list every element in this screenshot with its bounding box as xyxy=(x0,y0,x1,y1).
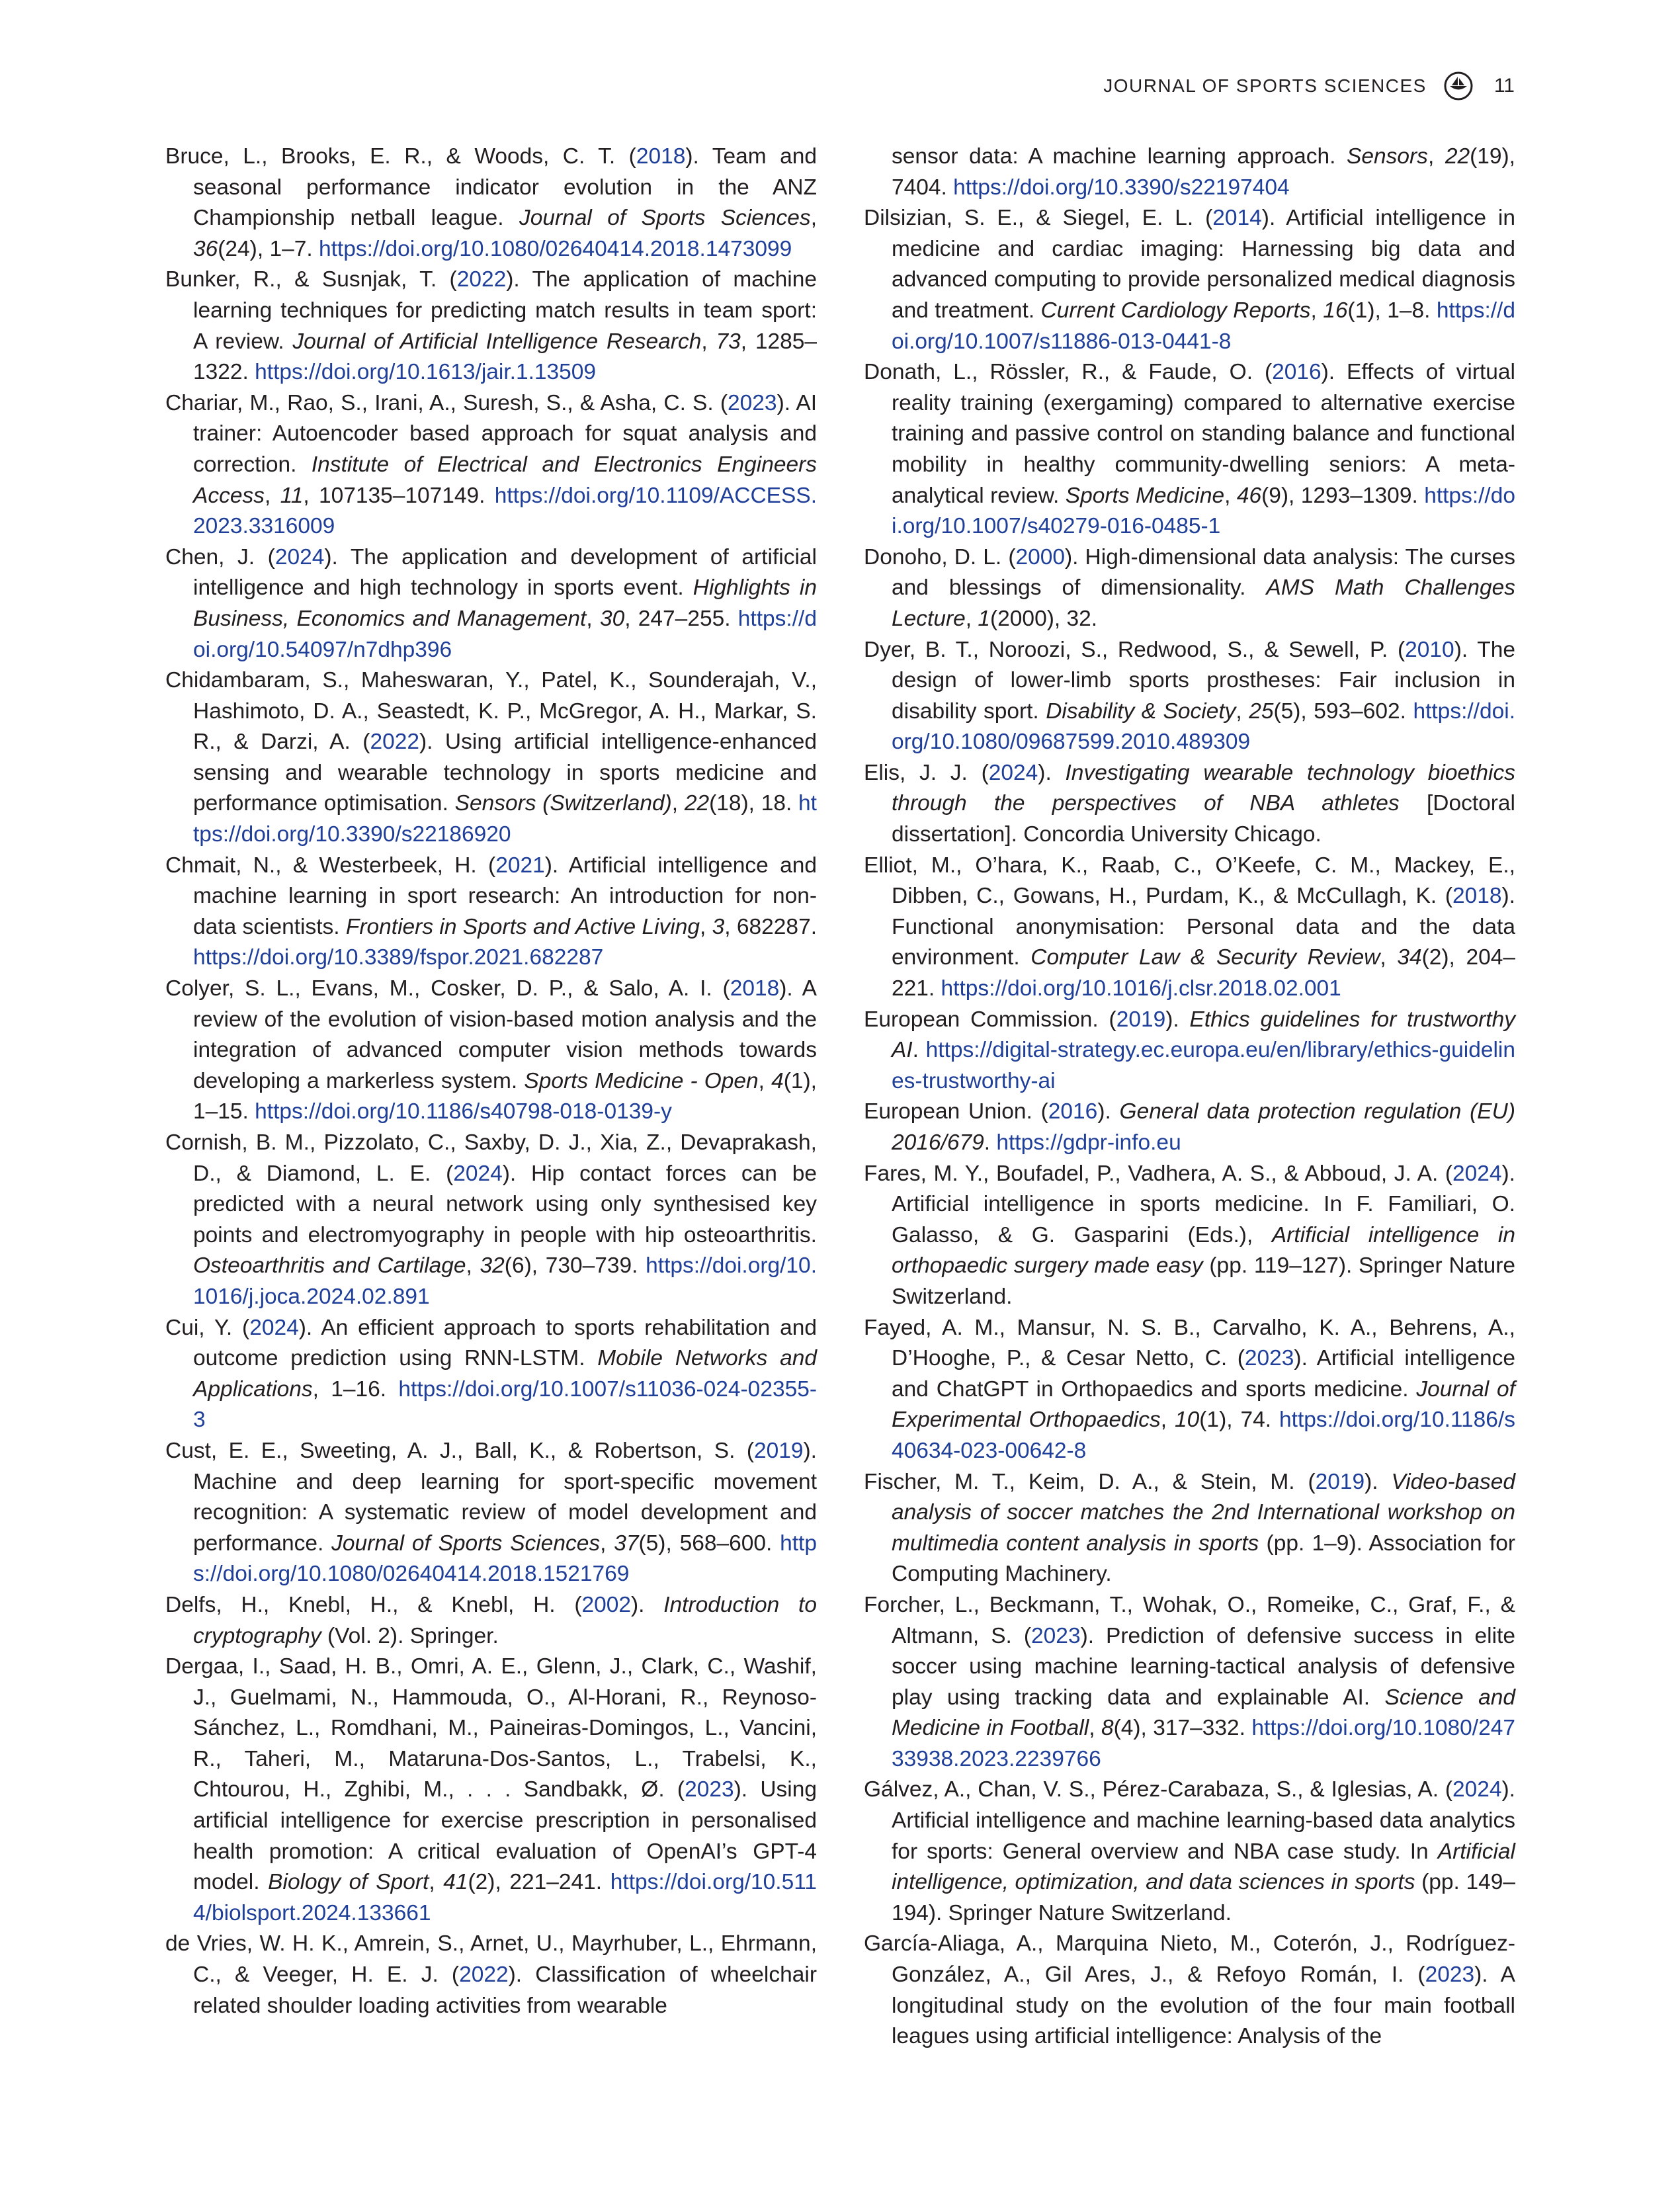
reference-source: Mobile Networks and Applications xyxy=(193,1346,817,1402)
reference-volume: 16 xyxy=(1323,298,1348,323)
reference-title: ). Effects of virtual reality training (exergaming) compared to alternative exercise training and passive control on standing balance and functional mobility in healthy community-dwelling seniors: A meta-analytical review. xyxy=(892,360,1515,508)
reference-pages: . xyxy=(912,1038,926,1063)
reference-authors: Cornish, B. M., Pizzolato, C., Saxby, D. J., Xia, Z., Devaprakash, D., & Diamond, L. E. ( xyxy=(165,1130,817,1186)
reference-year-link[interactable]: 2024 xyxy=(274,544,325,569)
references-left-column xyxy=(165,142,817,2021)
reference-source: Artificial intelligence in orthopaedic surgery made easy xyxy=(892,1222,1515,1279)
reference-title: ). Functional anonymisation: Personal data and the data environment. xyxy=(892,884,1515,970)
reference-volume: 36 xyxy=(193,236,218,261)
reference-year-link[interactable]: 2023 xyxy=(1425,1962,1475,1988)
reference-authors: Dergaa, I., Saad, H. B., Omri, A. E., Glenn, J., Clark, C., Washif, J., Guelmami, N., Hammouda, O., Al-Horani, R., Reynoso-Sánchez, L., Romdhani, M., Paineiras-Domingos, L., Vancini, R., Taheri, M., Mataruna-Dos-Santos, L., Trabelsi, K., Chtourou, H., Zghibi, M., . . . Sandbakk, Ø. ( xyxy=(165,1654,817,1802)
reference-entry xyxy=(165,265,817,388)
reference-separator: , xyxy=(965,606,978,631)
reference-volume: 25 xyxy=(1249,698,1274,724)
reference-pages: (19), 7404. xyxy=(892,144,1515,200)
reference-pages: (1), 1–15. xyxy=(193,1068,817,1124)
reference-title: ). Artificial intelligence in sports medicine. In F. Familiari, O. Galasso, & G. Gasparini (Eds.), xyxy=(892,1161,1515,1247)
reference-authors: Chidambaram, S., Maheswaran, Y., Patel, K., Sounderajah, V., Hashimoto, D. A., Seastedt, K. P., McGregor, A. H., Markar, S. R., & Darzi, A. ( xyxy=(165,668,817,755)
reference-source: Sports Medicine - Open xyxy=(524,1068,759,1093)
reference-entry xyxy=(864,203,1515,357)
running-header xyxy=(1103,69,1515,103)
reference-entry xyxy=(864,758,1515,851)
reference-year-link[interactable]: 2024 xyxy=(1452,1161,1502,1186)
reference-year-link[interactable]: 2024 xyxy=(1452,1777,1502,1802)
reference-entry xyxy=(864,1313,1515,1467)
reference-doi-link[interactable]: https://doi.org/10.1109/ACCESS.2023.3316009 xyxy=(193,483,818,539)
reference-source: Institute of Electrical and Electronics Engineers Access xyxy=(193,452,817,508)
reference-entry xyxy=(864,1467,1515,1590)
reference-volume: 30 xyxy=(599,606,625,631)
tandf-boat-logo-icon xyxy=(1444,71,1473,101)
reference-pages: (2000), 32. xyxy=(990,606,1098,631)
reference-separator: , xyxy=(600,1531,614,1556)
reference-title: ). Artificial intelligence and machine learning-based data analytics for sports: General overview and NBA case study. In xyxy=(892,1777,1515,1864)
reference-source: Sensors xyxy=(1347,144,1428,169)
reference-separator: , xyxy=(466,1253,480,1279)
reference-pages: (18), 18. xyxy=(709,791,799,816)
journal-title: JOURNAL OF SPORTS SCIENCES xyxy=(1103,75,1427,96)
reference-entry xyxy=(864,542,1515,635)
reference-doi-link[interactable]: https://doi.org/10.1080/24733938.2023.2239766 xyxy=(892,1716,1516,1771)
reference-authors: Cust, E. E., Sweeting, A. J., Ball, K., & Robertson, S. ( xyxy=(165,1438,754,1463)
reference-pages: , 247–255. xyxy=(624,606,738,631)
reference-volume: 37 xyxy=(614,1531,639,1556)
reference-authors: Elis, J. J. ( xyxy=(864,760,989,785)
reference-separator: , xyxy=(1427,144,1445,169)
reference-source: Osteoarthritis and Cartilage xyxy=(193,1253,466,1279)
reference-doi-link[interactable]: https://doi.org/10.1186/s40634-023-00642-8 xyxy=(892,1408,1515,1463)
reference-year-link[interactable]: 2022 xyxy=(370,730,419,755)
reference-entry xyxy=(165,974,817,1128)
reference-authors: Chariar, M., Rao, S., Irani, A., Suresh, S., & Asha, C. S. ( xyxy=(165,390,728,415)
reference-year-link[interactable]: 2019 xyxy=(754,1438,804,1463)
reference-authors: Colyer, S. L., Evans, M., Cosker, D. P., & Salo, A. I. ( xyxy=(165,976,730,1001)
reference-source: Frontiers in Sports and Active Living xyxy=(345,914,700,939)
reference-year-link[interactable]: 2023 xyxy=(1031,1623,1081,1648)
reference-volume: 3 xyxy=(712,914,725,939)
reference-authors: Cui, Y. ( xyxy=(165,1315,250,1340)
reference-title: ). xyxy=(631,1592,664,1617)
reference-volume: 11 xyxy=(280,483,304,508)
reference-year-link[interactable]: 2019 xyxy=(1315,1469,1365,1494)
reference-volume: 41 xyxy=(443,1870,468,1895)
reference-title: ). The application and development of artificial intelligence and high technology in sports event. xyxy=(193,544,817,601)
reference-separator: , xyxy=(1380,945,1398,970)
reference-year-link[interactable]: 2023 xyxy=(1244,1346,1294,1371)
reference-title: ). Classification of wheelchair related shoulder loading activities from wearable xyxy=(193,1962,817,2018)
reference-title: ). Machine and deep learning for sport-specific movement recognition: A systematic review of model development and performance. xyxy=(193,1438,817,1556)
reference-title: ). xyxy=(1097,1099,1120,1124)
reference-year-link[interactable]: 2014 xyxy=(1212,206,1262,231)
reference-authors: Gálvez, A., Chan, V. S., Pérez-Carabaza, S., & Iglesias, A. ( xyxy=(864,1777,1452,1802)
reference-source: Journal of Sports Sciences xyxy=(331,1531,601,1556)
reference-authors: de Vries, W. H. K., Amrein, S., Arnet, U., Mayrhuber, L., Ehrmann, C., & Veeger, H. E. J. ( xyxy=(165,1931,817,1988)
reference-title: ). The application of machine learning techniques for predicting match results in team sport: A review. xyxy=(193,267,818,354)
reference-separator: , xyxy=(671,791,685,816)
reference-doi-link[interactable]: https://doi.org/10.1080/02640414.2018.1473099 xyxy=(318,236,792,261)
reference-doi-link[interactable]: https://doi.org/10.54097/n7dhp396 xyxy=(193,606,817,662)
reference-entry xyxy=(864,1775,1515,1929)
reference-year-link[interactable]: 2000 xyxy=(1015,544,1066,569)
reference-doi-link[interactable]: https://doi.org/10.1007/s11036-024-02355-3 xyxy=(193,1376,817,1433)
reference-year-link[interactable]: 2023 xyxy=(685,1777,734,1802)
reference-authors: Donath, L., Rössler, R., & Faude, O. ( xyxy=(864,360,1273,385)
reference-year-link[interactable]: 2018 xyxy=(1452,884,1502,909)
reference-year-link[interactable]: 2021 xyxy=(495,853,545,878)
reference-source: Sports Medicine xyxy=(1065,483,1225,508)
reference-entry xyxy=(864,1590,1515,1775)
reference-separator: , xyxy=(1089,1716,1101,1741)
reference-source: Sensors (Switzerland) xyxy=(454,791,672,816)
reference-title: ). xyxy=(1365,1469,1392,1494)
reference-title: ). A review of the evolution of vision-based motion analysis and the integration of advanced computer vision methods towards developing a markerless system. xyxy=(193,976,817,1093)
reference-pages: (4), 317–332. xyxy=(1113,1716,1252,1741)
reference-pages: (Vol. 2). Springer. xyxy=(321,1623,499,1648)
reference-doi-link[interactable]: https://gdpr-info.eu xyxy=(996,1130,1181,1155)
reference-title: ). Using artificial intelligence for exercise prescription in personalised health promotion: A critical evaluation of OpenAI’s GPT-4 model. xyxy=(193,1777,817,1895)
reference-entry xyxy=(165,665,817,851)
reference-title: ). The design of lower-limb sports prostheses: Fair inclusion in disability sport. xyxy=(892,637,1515,724)
reference-source: Journal of Experimental Orthopaedics xyxy=(892,1376,1515,1433)
reference-authors: Chmait, N., & Westerbeek, H. ( xyxy=(165,853,496,878)
reference-title: ). AI trainer: Autoencoder based approach for squat analysis and correction. xyxy=(193,390,817,477)
reference-pages: (1), 1–8. xyxy=(1347,298,1437,323)
reference-title: ). Artificial intelligence in medicine and cardiac imaging: Harnessing big data and advanced computing to provide personalized medical diagnosis and treatment. xyxy=(892,206,1515,323)
reference-entry xyxy=(864,851,1515,1005)
reference-year-link[interactable]: 2022 xyxy=(459,1962,509,1988)
reference-entry xyxy=(165,1313,817,1436)
reference-doi-link[interactable]: https://doi.org/10.3389/fspor.2021.682287 xyxy=(193,945,604,970)
reference-source: General data protection regulation (EU) 2016/679 xyxy=(892,1099,1515,1155)
reference-source: AMS Math Challenges Lecture xyxy=(892,575,1515,631)
reference-volume: 10 xyxy=(1175,1408,1200,1433)
reference-pages: (9), 1293–1309. xyxy=(1261,483,1425,508)
page-number: 11 xyxy=(1493,75,1515,97)
reference-volume: 8 xyxy=(1101,1716,1114,1741)
reference-pages: (5), 568–600. xyxy=(638,1531,780,1556)
reference-separator: , xyxy=(810,206,817,231)
reference-source: Ethics guidelines for trustworthy AI xyxy=(892,1007,1515,1063)
reference-entry xyxy=(165,142,817,265)
reference-authors: Fayed, A. M., Mansur, N. S. B., Carvalho, K. A., Behrens, A., D’Hooghe, P., & Cesar Netto, C. ( xyxy=(864,1315,1515,1371)
reference-source: Journal of Sports Sciences xyxy=(519,206,811,231)
reference-year-link[interactable]: 2018 xyxy=(636,144,686,169)
reference-entry xyxy=(165,1436,817,1590)
reference-volume: 32 xyxy=(480,1253,505,1279)
reference-authors: Dilsizian, S. E., & Siegel, E. L. ( xyxy=(864,206,1213,231)
reference-entry xyxy=(165,1929,817,2021)
reference-entry xyxy=(165,388,817,542)
reference-entry xyxy=(864,357,1515,542)
reference-source: Computer Law & Security Review xyxy=(1030,945,1380,970)
reference-authors: Bruce, L., Brooks, E. R., & Woods, C. T. ( xyxy=(165,144,636,169)
reference-separator: , xyxy=(700,914,712,939)
reference-title: ). Team and seasonal performance indicator evolution in the ANZ Championship netball league. xyxy=(193,144,817,231)
reference-pages: [Doctoral dissertation]. Concordia University Chicago. xyxy=(892,791,1516,847)
reference-pages: . xyxy=(984,1130,997,1155)
reference-pages: (5), 593–602. xyxy=(1273,698,1413,724)
reference-volume: 73 xyxy=(716,329,741,354)
reference-entry xyxy=(165,1652,817,1929)
reference-separator: , xyxy=(429,1870,444,1895)
reference-separator: , xyxy=(586,606,600,631)
reference-pages: (24), 1–7. xyxy=(218,236,319,261)
reference-separator: , xyxy=(1310,298,1323,323)
reference-source: Video-based analysis of soccer matches the 2nd International workshop on multimedia content analysis in sports xyxy=(892,1469,1515,1556)
reference-pages: (2), 221–241. xyxy=(468,1870,610,1895)
reference-authors: sensor data: A machine learning approach. xyxy=(892,144,1347,169)
reference-year-link[interactable]: 2002 xyxy=(581,1592,632,1617)
reference-volume: 22 xyxy=(684,791,710,816)
reference-doi-link[interactable]: https://doi.org/10.3390/s22186920 xyxy=(193,791,817,847)
reference-separator: , xyxy=(1224,483,1237,508)
reference-year-link[interactable]: 2016 xyxy=(1048,1099,1098,1124)
reference-title: ). Hip contact forces can be predicted with a neural network using only synthesised key points and electromyography in people with hip osteoarthritis. xyxy=(193,1161,817,1247)
reference-separator: , xyxy=(701,329,716,354)
reference-authors: Bunker, R., & Susnjak, T. ( xyxy=(165,267,457,292)
references-right-column xyxy=(864,142,1515,2052)
reference-title: ). Using artificial intelligence-enhanced sensing and wearable technology in sports medicine and performance optimisation. xyxy=(193,730,817,816)
reference-pages: (pp. 149–194). Springer Nature Switzerland. xyxy=(892,1870,1515,1925)
reference-pages: , 107135–107149. xyxy=(303,483,495,508)
reference-entry xyxy=(864,1929,1515,2052)
reference-separator: , xyxy=(758,1068,772,1093)
reference-entry xyxy=(864,1005,1515,1097)
reference-authors: Delfs, H., Knebl, H., & Knebl, H. ( xyxy=(165,1592,582,1617)
reference-year-link[interactable]: 2016 xyxy=(1272,360,1322,385)
reference-authors: García-Aliaga, A., Marquina Nieto, M., Coterón, J., Rodríguez-González, A., Gil Ares, J., & Refoyo Román, I. ( xyxy=(864,1931,1515,1988)
reference-pages: , 1285–1322. xyxy=(193,329,817,385)
reference-pages: (2), 204–221. xyxy=(892,945,1515,1001)
reference-authors: European Commission. ( xyxy=(864,1007,1116,1032)
reference-volume: 22 xyxy=(1445,144,1470,169)
reference-separator: , xyxy=(1160,1408,1175,1433)
reference-doi-link[interactable]: https://doi.org/10.3390/s22197404 xyxy=(953,175,1290,200)
reference-year-link[interactable]: 2024 xyxy=(988,760,1038,785)
reference-doi-link[interactable]: https://doi.org/10.1080/09687599.2010.489309 xyxy=(892,698,1515,755)
reference-year-link[interactable]: 2019 xyxy=(1116,1007,1166,1032)
reference-year-link[interactable]: 2018 xyxy=(730,976,780,1001)
reference-volume: 34 xyxy=(1397,945,1422,970)
reference-entry xyxy=(165,1590,817,1652)
reference-authors: Donoho, D. L. ( xyxy=(864,544,1016,569)
reference-source: Investigating wearable technology bioethics through the perspectives of NBA athletes xyxy=(892,760,1515,816)
reference-authors: Fischer, M. T., Keim, D. A., & Stein, M. ( xyxy=(864,1469,1316,1494)
reference-volume: 4 xyxy=(771,1068,784,1093)
reference-pages: , 682287. xyxy=(724,914,818,939)
reference-pages: , 1–16. xyxy=(312,1376,399,1402)
reference-entry xyxy=(864,1097,1515,1158)
reference-entry xyxy=(864,142,1515,203)
reference-entry xyxy=(165,542,817,665)
reference-title: ). xyxy=(1038,760,1066,785)
reference-year-link[interactable]: 2010 xyxy=(1405,637,1454,662)
reference-authors: European Union. ( xyxy=(864,1099,1048,1124)
reference-doi-link[interactable]: https://doi.org/10.1016/j.joca.2024.02.891 xyxy=(193,1253,817,1309)
reference-doi-link[interactable]: https://doi.org/10.1016/j.clsr.2018.02.001 xyxy=(941,976,1341,1001)
reference-separator: , xyxy=(1236,698,1249,724)
reference-year-link[interactable]: 2024 xyxy=(249,1315,299,1340)
reference-doi-link[interactable]: https://doi.org/10.1080/02640414.2018.1521769 xyxy=(193,1531,817,1587)
reference-title: ). High-dimensional data analysis: The curses and blessings of dimensionality. xyxy=(892,544,1516,601)
reference-source: Introduction to cryptography xyxy=(193,1592,817,1648)
reference-doi-link[interactable]: https://doi.org/10.1007/s40279-016-0485-1 xyxy=(892,483,1515,539)
reference-title: ). Artificial intelligence and machine learning in sport research: An introduction for non-data scientists. xyxy=(193,853,818,939)
reference-source: Biology of Sport xyxy=(268,1870,429,1895)
reference-source: Highlights in Business, Economics and Management xyxy=(193,575,818,631)
reference-title: ). xyxy=(1165,1007,1190,1032)
reference-volume: 46 xyxy=(1236,483,1262,508)
reference-source: Artificial intelligence, optimization, and data sciences in sports xyxy=(892,1839,1515,1895)
reference-entry xyxy=(864,1159,1515,1313)
reference-entry xyxy=(165,851,817,974)
reference-pages: (pp. 119–127). Springer Nature Switzerland. xyxy=(892,1253,1515,1309)
reference-source: Current Cardiology Reports xyxy=(1040,298,1311,323)
reference-authors: Chen, J. ( xyxy=(165,544,275,569)
reference-pages: (1), 74. xyxy=(1199,1408,1280,1433)
reference-source: Journal of Artificial Intelligence Research xyxy=(292,329,702,354)
reference-authors: Fares, M. Y., Boufadel, P., Vadhera, A. S., & Abboud, J. A. ( xyxy=(864,1161,1452,1186)
reference-entry xyxy=(864,635,1515,758)
reference-entry xyxy=(165,1128,817,1313)
reference-authors: Dyer, B. T., Noroozi, S., Redwood, S., & Sewell, P. ( xyxy=(864,637,1406,662)
reference-pages: (pp. 1–9). Association for Computing Machinery. xyxy=(892,1531,1516,1587)
reference-year-link[interactable]: 2024 xyxy=(453,1161,503,1186)
reference-authors: Elliot, M., O’hara, K., Raab, C., O’Keefe, C. M., Mackey, E., Dibben, C., Gowans, H., Purdam, K., & McCullagh, K. ( xyxy=(864,853,1515,909)
reference-doi-link[interactable]: https://doi.org/10.5114/biolsport.2024.133661 xyxy=(193,1870,818,1925)
reference-title: ). An efficient approach to sports rehabilitation and outcome prediction using RNN-LSTM. xyxy=(193,1315,818,1371)
reference-volume: 1 xyxy=(978,606,991,631)
reference-source: Science and Medicine in Football xyxy=(892,1685,1515,1741)
reference-doi-link[interactable]: https://digital-strategy.ec.europa.eu/en/library/ethics-guidelines-trustworthy-ai xyxy=(892,1038,1515,1093)
reference-doi-link[interactable]: https://doi.org/10.1613/jair.1.13509 xyxy=(255,360,597,385)
reference-separator: , xyxy=(264,483,280,508)
reference-doi-link[interactable]: https://doi.org/10.1186/s40798-018-0139-y xyxy=(255,1099,672,1124)
reference-pages: (6), 730–739. xyxy=(504,1253,646,1279)
reference-year-link[interactable]: 2022 xyxy=(456,267,507,292)
reference-year-link[interactable]: 2023 xyxy=(728,390,777,415)
reference-title: ). A longitudinal study on the evolution of the four main football leagues using artificial intelligence: Analysis of the xyxy=(892,1962,1515,2049)
reference-title: ). Artificial intelligence and ChatGPT in Orthopaedics and sports medicine. xyxy=(892,1346,1515,1402)
reference-title: ). Prediction of defensive success in elite soccer using machine learning-tactical analysis of defensive play using tracking data and explainable AI. xyxy=(892,1623,1515,1710)
reference-doi-link[interactable]: https://doi.org/10.1007/s11886-013-0441-8 xyxy=(892,298,1515,354)
reference-source: Disability & Society xyxy=(1046,698,1236,724)
reference-authors: Forcher, L., Beckmann, T., Wohak, O., Romeike, C., Graf, F., & Altmann, S. ( xyxy=(864,1592,1515,1648)
